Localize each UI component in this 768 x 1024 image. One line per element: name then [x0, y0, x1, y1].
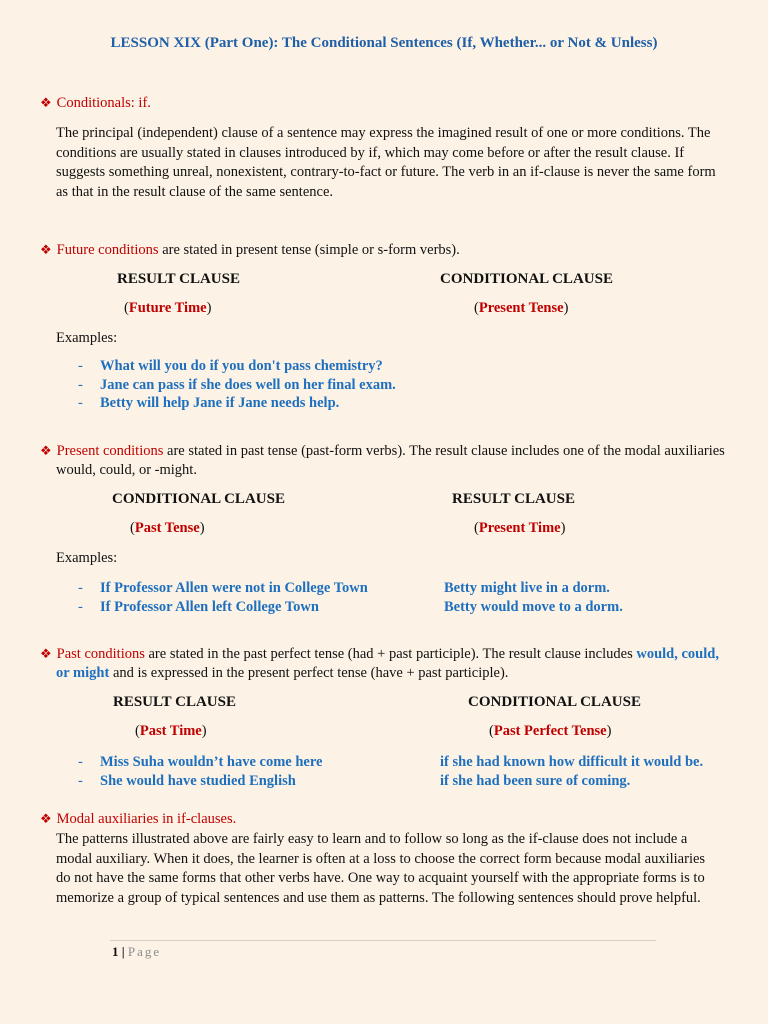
list-item: [58, 773, 322, 792]
section-conditionals-if: [40, 95, 151, 112]
example-text: If Professor Allen left College Town: [100, 598, 319, 615]
subheading-text: Present Time: [478, 520, 561, 536]
dash-bullet-icon: -: [78, 395, 83, 411]
diamond-bullet-icon: ❖: [40, 811, 52, 826]
section-text: are stated in past tense (past-form verbs). The result clause includes one of the modal auxiliaries: [163, 443, 725, 459]
examples-label: Examples:: [56, 550, 118, 566]
example-result: if she had been sure of coming.: [440, 772, 631, 789]
dash-bullet-icon: -: [78, 358, 83, 374]
section-present-conditions: [40, 443, 740, 460]
footer-separator: |: [121, 944, 125, 959]
section-text: are stated in present tense (simple or s-form verbs).: [158, 242, 460, 258]
example-text: Miss Suha wouldn’t have come here: [100, 754, 323, 770]
subheading-text: Past Perfect Tense: [493, 723, 607, 739]
section-lead: Present conditions: [56, 443, 164, 459]
example-result-list: [440, 754, 703, 791]
example-text: Jane can pass if she does well on her final exam.: [100, 376, 396, 393]
dash-bullet-icon: -: [78, 598, 83, 615]
page-number: 1: [112, 944, 119, 959]
section-past-conditions: [40, 646, 750, 663]
section-heading: Modal auxiliaries in if-clauses.: [56, 811, 237, 827]
column-heading-left: RESULT CLAUSE: [113, 694, 236, 710]
column-subheading-left: (Future Time): [124, 300, 212, 316]
page-title: LESSON XIX (Part One): The Conditional Sentences (If, Whether... or Not & Unless): [110, 35, 658, 51]
column-heading-right: CONDITIONAL CLAUSE: [440, 271, 613, 287]
examples-label: Examples:: [56, 330, 118, 346]
list-item: [58, 377, 396, 396]
example-text: She would have studied English: [100, 772, 296, 789]
dash-bullet-icon: -: [78, 754, 83, 770]
dash-bullet-icon: -: [78, 376, 83, 393]
list-item: [58, 580, 368, 599]
example-result: Betty might live in a dorm.: [444, 580, 610, 596]
column-subheading-left: (Past Time): [135, 723, 207, 739]
example-list: [58, 754, 322, 791]
list-item: [58, 599, 368, 618]
column-heading-right: RESULT CLAUSE: [452, 491, 575, 507]
column-subheading-left: (Past Tense): [130, 520, 205, 536]
list-item: [58, 754, 322, 773]
subheading-text: Past Time: [139, 723, 202, 739]
section-text: are stated in the past perfect tense (had + past participle). The result clause includes: [144, 646, 637, 662]
example-result-list: [444, 580, 623, 617]
column-subheading-right: (Present Time): [474, 520, 566, 536]
subheading-text: Future Time: [128, 300, 207, 316]
list-item: [58, 358, 396, 377]
section-lead: Past conditions: [56, 646, 145, 662]
column-heading-left: RESULT CLAUSE: [117, 271, 240, 287]
section-text-line2: [56, 665, 508, 682]
example-list: [58, 358, 396, 414]
page-footer: [112, 944, 161, 960]
list-item: [58, 395, 396, 414]
modal-list: or might: [56, 665, 110, 681]
section-text: and is expressed in the present perfect tense (have + past participle).: [109, 665, 509, 681]
section-future-conditions: [40, 242, 460, 259]
page-label: Page: [127, 944, 162, 959]
footer-rule: [110, 940, 656, 941]
diamond-bullet-icon: ❖: [40, 95, 52, 110]
column-subheading-right: (Present Tense): [474, 300, 569, 316]
column-heading-right: CONDITIONAL CLAUSE: [468, 694, 641, 710]
section-heading: Conditionals: if.: [56, 95, 151, 111]
modal-list: would, could,: [636, 646, 719, 662]
example-list: [58, 580, 368, 617]
subheading-text: Past Tense: [134, 520, 200, 536]
paragraph-modal-auxiliaries: The patterns illustrated above are fairly easy to learn and to follow so long as the if-clause does not include a modal auxiliary. When it does, the learner is often at a loss to choose the correct form because modal auxiliaries do not have the same forms that other verbs have. One way to acquaint yourself with the appropriate forms is to memorize a group of typical sentences and use them as patterns. The following sentences should prove helpful.: [56, 831, 706, 906]
example-text: Betty will help Jane if Jane needs help.: [100, 395, 340, 411]
section-modal-auxiliaries: [40, 811, 236, 828]
example-result: Betty would move to a dorm.: [444, 598, 623, 615]
column-subheading-right: (Past Perfect Tense): [489, 723, 612, 739]
diamond-bullet-icon: ❖: [40, 443, 52, 458]
dash-bullet-icon: -: [78, 772, 83, 789]
example-result: if she had known how difficult it would be.: [440, 754, 704, 770]
paragraph-conditionals-intro: The principal (independent) clause of a sentence may express the imagined result of one or more conditions. The conditions are usually stated in clauses introduced by if, which may come before or after the result clause. If suggests something unreal, nonexistent, contrary-to-fact or future. The verb in an if-clause is never the same form as that in the result clause of the same sentence.: [56, 125, 716, 200]
diamond-bullet-icon: ❖: [40, 242, 52, 257]
diamond-bullet-icon: ❖: [40, 646, 52, 661]
section-lead: Future conditions: [56, 242, 159, 258]
subheading-text: Present Tense: [478, 300, 564, 316]
section-text-line2: would, could, or -might.: [56, 462, 197, 478]
column-heading-left: CONDITIONAL CLAUSE: [112, 491, 285, 507]
example-text: If Professor Allen were not in College Town: [100, 580, 368, 596]
dash-bullet-icon: -: [78, 580, 83, 596]
example-text: What will you do if you don't pass chemistry?: [100, 358, 383, 374]
